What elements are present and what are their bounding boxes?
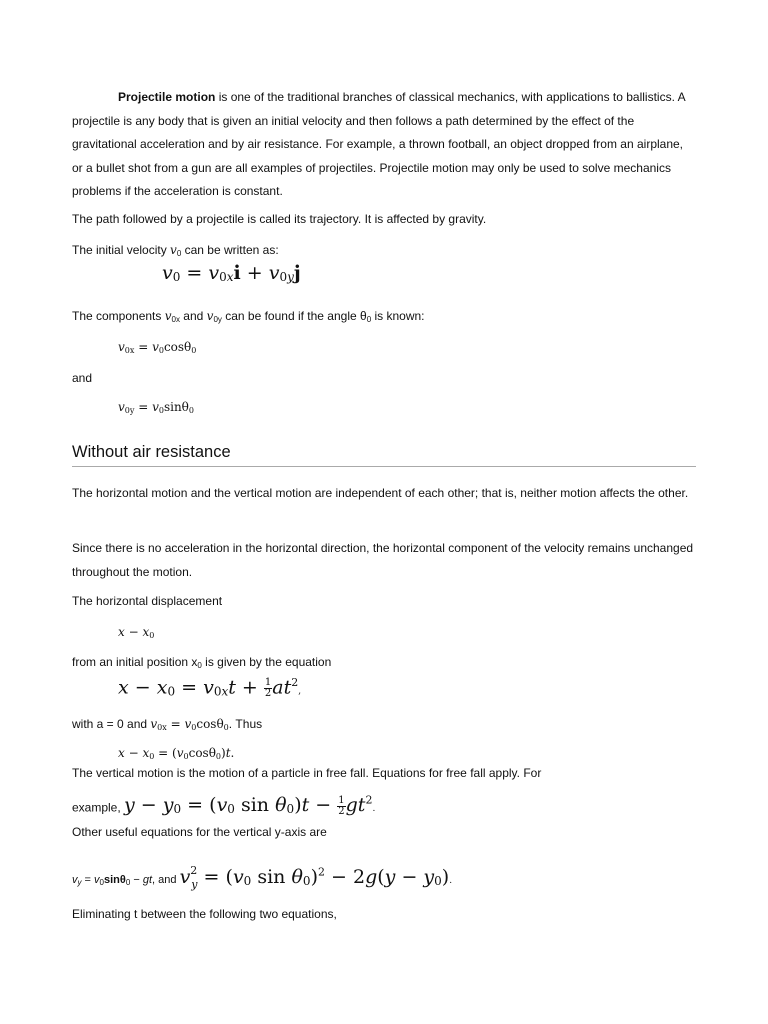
with-a-zero-text: with a = 0 and $v_{0x} = v_0\cos\theta_0$. Thus	[72, 717, 263, 732]
x-solution-equation: $x - x_0 = (v_0\cos\theta_0)t$.	[118, 746, 235, 761]
vertical-line1: The vertical motion is the motion of a particle in free fall. Equations for free fall apply. For	[72, 766, 542, 780]
v0x-equation: $v_{0x} = v_0\cos\theta_0$	[118, 340, 197, 355]
and-text: and	[72, 371, 93, 385]
velocity-vector-equation: $v_0 = v_{0x}i + v_{0y}j$	[162, 262, 301, 284]
velocity-squared-equation: $v^2_y = (v_0$ $\sin \theta_0)^2 - 2g(y - y_0)$.	[179, 864, 453, 891]
from-initial-position-text: from an initial position $x_0$ is given by the equation	[72, 655, 332, 670]
independent-paragraph: The horizontal motion and the vertical motion are independent of each other; that is, neither motion affects the other.	[72, 486, 689, 500]
intro-text: is one of the traditional branches of classical mechanics, with applications to ballistics. A projectile is any body that is given an initial velocity and then follows a path determined by the effect of the gravitational acceleration and by air resistance. For example, a thrown football, an object dropped from an airplane, or a bullet shot from a gun are all examples of projectiles. Projectile motion may only be used to solve mechanics problems if the acceleration is constant.	[72, 90, 685, 198]
v0y-equation: $v_{0y} = v_0\sin\theta_0$	[118, 400, 194, 415]
vertical-motion-equation: $y - y_0 = (v_0$ $\sin \theta_0)t$ − $\frac{1}{2}$ $gt^2$.	[124, 794, 376, 817]
components-paragraph: The components $v_{0x}$ and $v_{0y}$ can be found if the angle $\theta_0$ is known:	[72, 309, 425, 324]
horizontal-motion-equation: $x - x_0 = v_{0x}t$ + $\frac{1}{2}$ $at^2$,	[118, 676, 302, 699]
other-equations-text: Other useful equations for the vertical y-axis are	[72, 825, 327, 839]
initial-velocity-paragraph: The initial velocity $v_0$ can be written as:	[72, 243, 279, 258]
displacement-expression: $x - x_0$	[118, 625, 155, 640]
eliminating-text: Eliminating t between the following two equations,	[72, 907, 337, 921]
vertical-velocity-line: $v_y = v_0\sin\theta_0$ − gt, and $v^2_y = (v_0$ $\sin \theta_0)^2 - 2g(y - y_0)$.	[72, 864, 453, 891]
vertical-line2: example, $y - y_0 = (v_0$ $\sin \theta_0)t$ − $\frac{1}{2}$ $gt^2$.	[72, 794, 376, 817]
no-acceleration-paragraph: Since there is no acceleration in the horizontal direction, the horizontal component of the velocity remains unchanged throughout the motion.	[72, 541, 694, 579]
intro-term: Projectile motion	[118, 90, 216, 104]
intro-paragraph	[72, 86, 696, 204]
trajectory-paragraph: The path followed by a projectile is called its trajectory. It is affected by gravity.	[72, 212, 487, 226]
horizontal-displacement-text: The horizontal displacement	[72, 594, 223, 608]
section-heading: Without air resistance	[72, 443, 696, 467]
